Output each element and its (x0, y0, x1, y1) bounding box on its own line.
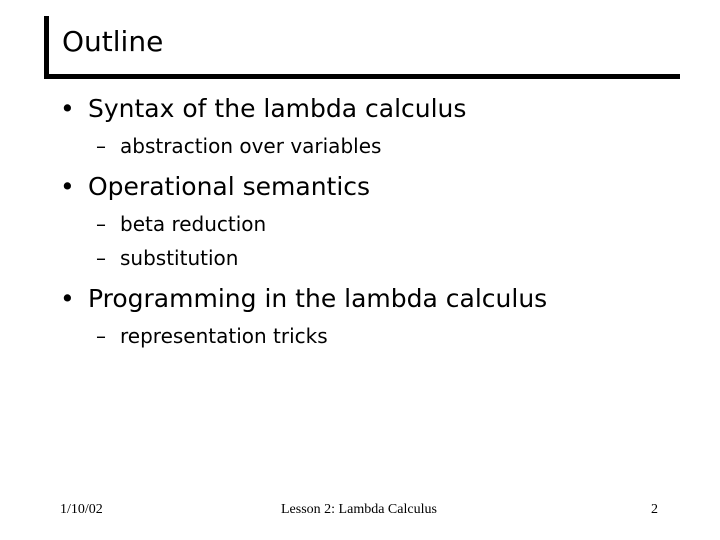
bullet-list (56, 91, 696, 359)
footer-lesson-title: Lesson 2: Lambda Calculus (281, 502, 437, 517)
footer-date: 1/10/02 (60, 502, 103, 517)
sub-bullet-text: representation tricks (120, 324, 328, 348)
bullet-dot-icon: • (60, 94, 75, 123)
title-horizontal-rule (44, 74, 680, 79)
sub-bullet-text: abstraction over variables (120, 134, 382, 158)
sub-bullet-item (56, 241, 696, 275)
title-vertical-rule (44, 16, 49, 78)
sub-bullet-item (56, 319, 696, 353)
sub-bullet-item (56, 129, 696, 163)
dash-icon: – (96, 134, 106, 158)
bullet-item (56, 281, 696, 353)
dash-icon: – (96, 212, 106, 236)
bullet-dot-icon: • (60, 172, 75, 201)
sub-bullet-item (56, 207, 696, 241)
bullet-item (56, 169, 696, 275)
bullet-text: Operational semantics (88, 172, 371, 201)
sub-bullet-text: substitution (120, 246, 239, 270)
sub-bullet-list (56, 207, 696, 275)
footer-page-number: 2 (651, 502, 658, 517)
bullet-text: Syntax of the lambda calculus (88, 94, 467, 123)
bullet-item (56, 91, 696, 163)
sub-bullet-list (56, 319, 696, 353)
slide-title: Outline (62, 25, 164, 58)
sub-bullet-list (56, 129, 696, 163)
bullet-text: Programming in the lambda calculus (88, 284, 548, 313)
dash-icon: – (96, 246, 106, 270)
sub-bullet-text: beta reduction (120, 212, 267, 236)
dash-icon: – (96, 324, 106, 348)
bullet-dot-icon: • (60, 284, 75, 313)
